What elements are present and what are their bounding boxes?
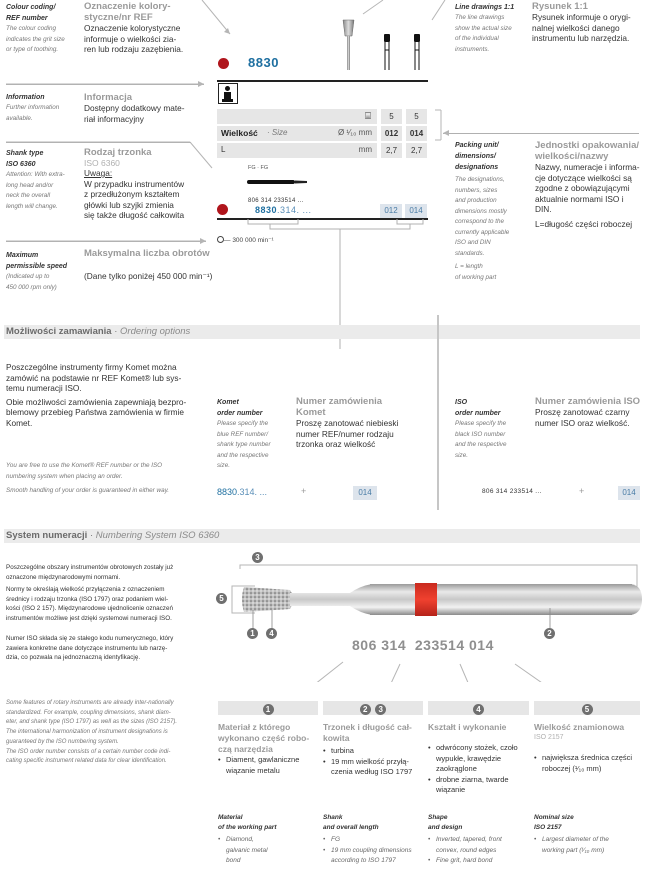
line-drawings-legend: Line drawings 1:1 The line drawings show the actual size of the individual instruments.: [455, 4, 515, 53]
length-value: 2,7: [381, 143, 402, 158]
iso-size-chip[interactable]: 014: [618, 486, 640, 500]
marker-1-icon: 1: [247, 628, 258, 639]
marker-5-icon: 5: [216, 593, 227, 604]
colour-coding-heading: Oznaczenie kolory-: [84, 1, 171, 12]
colour-coding-label-en: Colour coding/: [6, 4, 56, 11]
ordering-section-header: Możliwości zamawiania · Ordering options: [4, 325, 640, 339]
vertical-connector: [437, 315, 439, 510]
column-shape-en: Shape and design • Inverted, tapered, front convex, round edges • Fine grit, hard bond: [428, 813, 528, 867]
max-speed-legend: Maximum permissible speed (Indicated up to 450 000 rpm only): [6, 252, 68, 291]
column-shank-en: Shank and overall length • FG • 19 mm coupling dimensions according to ISO 1797: [323, 813, 423, 867]
numbering-intro-en: Some features of rotary instruments are already inter-nationally standardized. For example, coupling dimensions, shank diam- eter, and shank type (ISO 1797) as well as the sizes (ISO 2157). The international harmonization of instrument designations is guaranteed by the ISO numbering system. The ISO order number consists of a certain number code indi- cating specific instrument related data for clear identification.: [6, 700, 178, 765]
information-legend: Information Further information available.: [6, 94, 60, 122]
colour-coding-dot: [218, 58, 229, 69]
iso-order-pl: Numer zamówienia ISO Proszę zanotować czarny numer ISO oraz wielkość.: [535, 396, 641, 428]
length-value: 2,7: [406, 143, 427, 158]
komet-order-legend: Komet order number Please specify the blue REF number/ shank type number and the respective size.: [217, 399, 271, 469]
komet-order-pl: Numer zamówienia Komet Proszę zanotować niebieski numer REF/numer rodzaju trzonka oraz wielkość: [296, 396, 399, 449]
column-material: Materiał z którego wykonano część robo- czą narzędzia • Diament, gawlaniczne wiązanie metalu: [218, 722, 320, 776]
ref-full: 8830.314. ...: [255, 205, 312, 215]
plus-sign: +: [579, 486, 585, 496]
marker-2-icon: 2: [544, 628, 555, 639]
size-value: 012: [381, 126, 402, 141]
ordering-note-en: You are free to use the Komet® REF number or the ISO numbering system when placing an order. Smooth handling of your order is guaranteed in either way.: [6, 462, 169, 494]
column-nominal-size: Wielkość znamionowa ISO 2157 • największa średnica części roboczej (¹⁄₁₀ mm): [534, 722, 644, 774]
iso-order-legend: ISO order number Please specify the black ISO number and the respective size.: [455, 399, 507, 459]
shank-type-pl: Rodzaj trzonka ISO 6360 Uwaga: W przypadku instrumentów z przedłużonym kształtem główki lub szyjki zmienia się także długość całkowita: [84, 147, 185, 220]
line-drawings-pl: Rysunek 1:1 Rysunek informuje o orygi- nalnej wielkości danego instrumentu lub narzędzia.: [532, 1, 631, 43]
komet-size-chip[interactable]: 014: [353, 486, 377, 500]
info-icon[interactable]: [218, 83, 238, 104]
instrument-drawings: [335, 16, 435, 72]
colour-coding-dot: [217, 204, 228, 215]
packing-pl: Jednostki opakowania/ wielkości/nazwy Nazwy, numeracje i informa- cje dotyczące wielkości są zgodne z obowiązującymi aktualnie normami ISO i DIN. L=długość części roboczej: [535, 140, 640, 229]
packing-legend: Packing unit/ dimensions/ designations The designations, numbers, sizes and production dimensions mostly correspond to the currently applicable ISO and DIN standards. L = length of working part: [455, 142, 510, 281]
size-value: 014: [406, 126, 427, 141]
speed-icon: [217, 236, 224, 243]
column-shape: Kształt i wykonanie • odwrócony stożek, czoło wypukłe, krawędzie zaokrąglone • drobne ziarna, twarde wiązanie: [428, 722, 532, 796]
iso-code: 806 314 233514 ...: [248, 198, 304, 204]
package-icon: ⌸: [365, 111, 371, 122]
marker-3-icon: 3: [252, 552, 263, 563]
column-material-en: Material of the working part • Diamond, galvanic metal bond: [218, 813, 318, 867]
pack-row-label: [217, 109, 377, 124]
length-row-label: L mm: [217, 143, 377, 158]
max-speed-pl: Maksymalna liczba obrotów (Dane tylko poniżej 450 000 min⁻¹): [84, 248, 213, 281]
colour-coding-pl: Oznaczenie kolory- styczne/nr REF Oznaczenie kolorystyczne informuje o wielkości zia- ren lub rodzaju zazębienia.: [84, 1, 204, 55]
speed-indicator: — 300 000 min⁻¹: [217, 236, 274, 244]
marker-4-icon: 4: [266, 628, 277, 639]
pack-value: 5: [406, 109, 427, 124]
column-4-bar: 4: [428, 701, 529, 715]
column-nominal-size-en: Nominal size ISO 2157 • Largest diameter of the working part (¹⁄₁₀ mm): [534, 813, 634, 856]
komet-order-example: 8830.314. ...: [217, 487, 268, 497]
numbering-intro-pl: Poszczególne obszary instrumentów obrotowych zostały już oznaczone międzynarodowymi normami. Normy te określają wielkość przyłączenia z oznaczeniem średnicy i rodzaju trzonka (ISO 1797) oraz podaniem wiel- kości (ISO 2 157). Międzynarodowe ujednolicenie oznaczeń instrumentów możliwe jest dzięki systemowi numeracji ISO. Numer ISO składa się ze stałego kodu numerycznego, który zawiera konkretne dane dotyczące instrumentu lub narzę- dzia, co pozwala na jednoznaczną identyfikację.: [6, 564, 174, 661]
shank-type-legend: Shank type ISO 6360 Attention: With extra- long head and/or neck the overall length will change.: [6, 150, 65, 210]
column-2-3-bar: 2 3: [323, 701, 423, 715]
shank-label: FG · FG: [248, 165, 269, 171]
bur-illustration: [210, 552, 648, 682]
iso-order-example: 806 314 233514 ...: [482, 488, 542, 495]
size-row-label: Wielkość · Size Ø ¹⁄₁₀ mm: [217, 126, 377, 141]
shank-drawing: [247, 178, 317, 186]
column-1-bar: 1: [218, 701, 318, 715]
column-5-bar: 5: [534, 701, 640, 715]
size-chip[interactable]: 012: [380, 204, 402, 218]
information-pl: Informacja Dostępny dodatkowy mate- riał informacyjny: [84, 92, 185, 124]
ordering-intro: Poszczególne instrumenty firmy Komet można zamówić na podstawie nr REF Komet® lub sys- temu numeracji ISO. Obie możliwości zamówienia zapewniają bezpro- blemowy przebieg Państwa zamówienia w firmie Komet.: [6, 362, 187, 428]
plus-sign: +: [301, 486, 307, 496]
numbering-section-header: System numeracji · Numbering System ISO 6360: [4, 529, 640, 543]
ref-number: 8830: [248, 55, 279, 70]
column-shank: Trzonek i długość cał- kowita • turbina • 19 mm wielkość przyłą-czenia według ISO 1797: [323, 722, 425, 778]
size-chip[interactable]: 014: [405, 204, 427, 218]
colour-coding-legend: Colour coding/ REF number The colour coding indicates the grit size or type of toothing.: [6, 2, 78, 56]
pack-value: 5: [381, 109, 402, 124]
product-divider: [217, 80, 428, 82]
iso-number: 806 314 233514 014: [352, 637, 494, 653]
